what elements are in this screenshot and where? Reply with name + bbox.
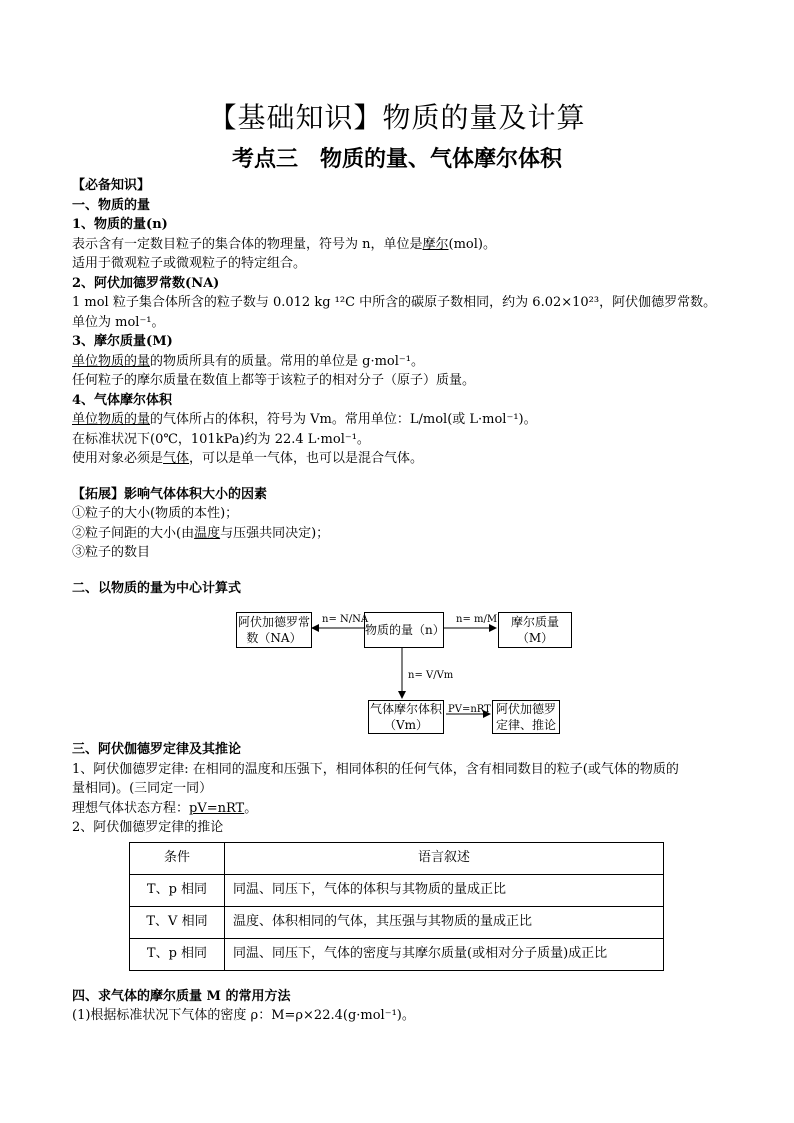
list-item: ①粒子的大小(物质的本性)； [72, 506, 239, 521]
table-header-cell: 条件 [130, 842, 225, 874]
paragraph: 适用于微观粒子或微观粒子的特定组合。 [72, 256, 307, 271]
paragraph: (1)根据标准状况下气体的密度 ρ：M=ρ×22.4(g·mol⁻¹)。 [72, 1008, 415, 1023]
subsection-heading: 2、阿伏加德罗常数(NA) [72, 275, 220, 291]
calculation-diagram [72, 602, 732, 734]
must-know-heading: 【必备知识】 [72, 178, 151, 193]
section-4-heading: 四、求气体的摩尔质量 M 的常用方法 [72, 988, 291, 1004]
table-cell: T、V 相同 [130, 906, 225, 938]
paragraph: 单位为 mol⁻¹。 [72, 314, 165, 330]
paragraph: 2、阿伏伽德罗定律的推论 [72, 820, 224, 835]
formula-n-vm: n= V/Vm [408, 670, 454, 681]
table-header-cell: 语言叙述 [225, 842, 664, 874]
table-cell: T、p 相同 [130, 874, 225, 906]
paragraph [72, 799, 732, 819]
avogadro-constant-box: 阿伏加德罗常数（NA） [236, 612, 312, 648]
text: ②粒子间距的大小(由 [72, 525, 195, 541]
table-row [130, 938, 664, 970]
table-row [130, 906, 664, 938]
paragraph: 在标准状况下(0℃，101kPa)约为 22.4 L·mol⁻¹。 [72, 431, 370, 447]
table-header-row [130, 842, 664, 874]
page-subtitle: 考点三 物质的量、气体摩尔体积 [231, 146, 562, 172]
text: 。 [244, 800, 258, 816]
formula-n-na: n= N/NA [322, 614, 369, 625]
subsection-heading: 1、物质的量(n) [72, 217, 168, 232]
paragraph: 1 mol 粒子集合体所含的粒子数与 0.012 kg ¹²C 中所含的碳原子数相同，约为 6.02×10²³，阿伏伽德罗常数。 [72, 295, 717, 310]
table-cell: 温度、体积相同的气体，其压强与其物质的量成正比 [225, 906, 664, 938]
text: 的物质所具有的质量。常用的单位是 g·mol⁻¹。 [150, 353, 424, 369]
underlined-text: 气体 [163, 451, 190, 466]
underlined-text: pV=nRT [189, 800, 245, 816]
section-3-heading: 三、阿伏伽德罗定律及其推论 [72, 742, 242, 757]
table-cell: 同温、同压下，气体的体积与其物质的量成正比 [225, 874, 664, 906]
extension-heading: 【拓展】影响气体体积大小的因素 [72, 486, 268, 502]
paragraph [72, 449, 732, 469]
text: 理想气体状态方程： [72, 800, 190, 816]
text: ，可以是单一气体，也可以是混合气体。 [189, 451, 424, 466]
table-cell: 同温、同压下，气体的密度与其摩尔质量(或相对分子质量)成正比 [225, 938, 664, 970]
underlined-text: 摩尔 [422, 236, 449, 252]
table-cell: T、p 相同 [130, 938, 225, 970]
page-title: 【基础知识】物质的量及计算 [208, 101, 586, 134]
text: (mol)。 [448, 236, 496, 252]
text: 的气体所占的体积，符号为 Vm。常用单位：L/mol(或 L·mol⁻¹)。 [150, 412, 537, 427]
paragraph [72, 235, 732, 255]
text: 表示含有一定数目粒子的集合体的物理量，符号为 n，单位是 [72, 236, 423, 252]
text: 使用对象必须是 [72, 451, 164, 466]
section-2-heading: 二、以物质的量为中心计算式 [72, 580, 242, 596]
avogadro-law-box: 阿伏加德罗定律、推论 [492, 700, 560, 734]
paragraph [72, 352, 732, 372]
table-row [130, 874, 664, 906]
amount-of-substance-box: 物质的量（n） [364, 612, 444, 648]
subsection-heading: 3、摩尔质量(M) [72, 334, 173, 349]
subsection-heading: 4、气体摩尔体积 [72, 392, 173, 408]
molar-mass-box: 摩尔质量（M） [498, 612, 572, 648]
formula-pv-nrt: PV=nRT [448, 704, 491, 715]
paragraph: 1、阿伏伽德罗定律: 在相同的温度和压强下，相同体积的任何气体，含有相同数目的粒子(或气体的物质的 [72, 761, 679, 777]
avogadro-inference-table [129, 842, 664, 971]
underlined-text: 单位物质的量 [72, 412, 151, 427]
formula-n-m: n= m/M [456, 614, 498, 625]
molar-volume-box: 气体摩尔体积（Vm） [369, 702, 442, 732]
text: 与压强共同决定)； [220, 525, 330, 541]
list-item [72, 524, 732, 544]
list-item: ③粒子的数目 [72, 545, 151, 560]
paragraph: 量相同)。(三同定一同） [72, 781, 213, 796]
section-1-heading: 一、物质的量 [72, 197, 151, 213]
paragraph: 任何粒子的摩尔质量在数值上都等于该粒子的相对分子（原子）质量。 [72, 373, 476, 388]
document-body [72, 176, 732, 1026]
paragraph [72, 410, 732, 430]
underlined-text: 单位物质的量 [72, 353, 151, 369]
underlined-text: 温度 [194, 525, 221, 541]
